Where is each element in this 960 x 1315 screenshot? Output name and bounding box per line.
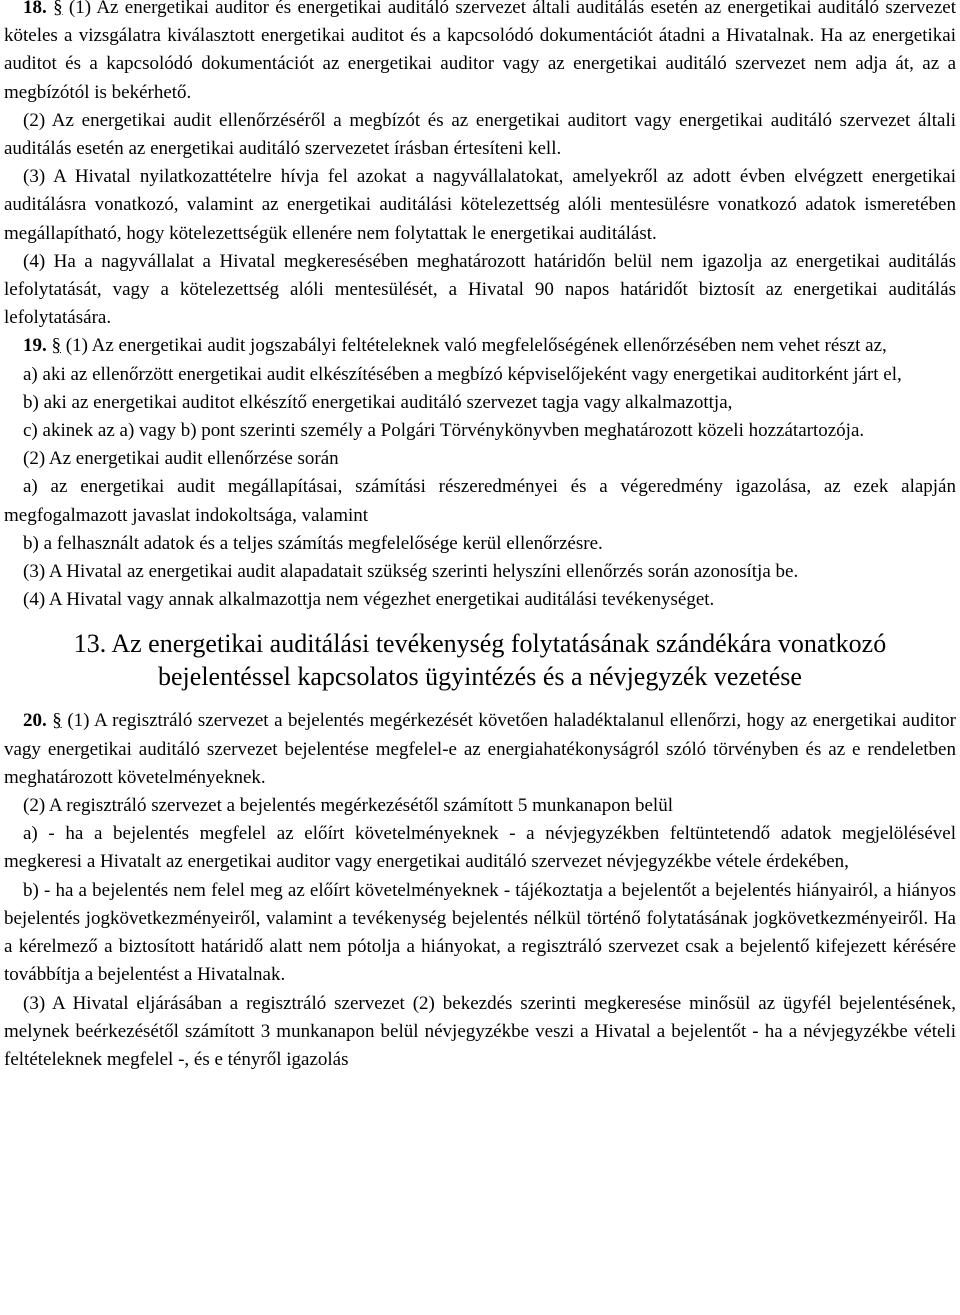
paragraph-text: (1) A regisztráló szervezet a bejelentés megérkezését követően haladéktalanul ellenőrzi, hogy az energetikai auditor vagy energetikai auditáló szervezet bejelentése megfelel-e az energiahatékonyságról szóló törvényben és az e rendeletben meghatározott követelményeknek. xyxy=(4,710,956,788)
paragraph-text: (1) Az energetikai audit jogszabályi feltételeknek való megfelelőségének ellenőrzésében nem vehet részt az, xyxy=(65,335,887,357)
paragraph-19-1-c: c) akinek az a) vagy b) pont szerinti személy a Polgári Törvénykönyvben meghatározott közeli hozzátartozója. xyxy=(23,420,865,442)
paragraph-18-3: (3) A Hivatal nyilatkozattételre hívja fel azokat a nagyvállalatokat, amelyekről az adott évben elvégzett energetikai auditálásra vonatkozó, valamint az energetikai auditálási kötelezettség alóli mentesülésre vonatkozó adatok ismeretében megállapítható, hogy kötelezettségük ellenére nem folytattak le energetikai auditálást. xyxy=(4,166,956,244)
paragraph-20-1 xyxy=(4,707,956,792)
paragraph-19-2: (2) Az energetikai audit ellenőrzése során xyxy=(23,448,339,470)
paragraph-20-2: (2) A regisztráló szervezet a bejelentés megérkezésétől számított 5 munkanapon belül xyxy=(23,795,673,817)
section-symbol: § xyxy=(51,335,61,357)
paragraph-18-1 xyxy=(4,0,956,107)
section-number: 19. xyxy=(23,335,47,357)
paragraph-18-4: (4) Ha a nagyvállalat a Hivatal megkeresésében meghatározott határidőn belül nem igazolja az energetikai auditálás lefolytatását, vagy a kötelezettség alóli mentesülését, a Hivatal 90 napos határidőt biztosít az energetikai auditálás lefolytatására. xyxy=(4,250,956,329)
paragraph-19-1-a: a) aki az ellenőrzött energetikai audit elkészítésében a megbízó képviselőjeként vagy energetikai auditorként járt el, xyxy=(23,363,902,385)
paragraph-19-3: (3) A Hivatal az energetikai audit alapadatait szükség szerinti helyszíni ellenőrzés során azonosítja be. xyxy=(23,561,799,583)
paragraph-19-1-b: b) aki az energetikai auditot elkészítő energetikai auditáló szervezet tagja vagy alkalmazottja, xyxy=(23,391,733,413)
paragraph-20-2-b: b) - ha a bejelentés nem felel meg az előírt követelményeknek - tájékoztatja a bejelentőt a bejelentés hiányairól, a hiányos bejelentés jogkövetkezményeiről, valamint a tevékenység bejelentés nélkül történő folytatásának jogkövetkezményeiről. Ha a kérelmező a biztosított határidő alatt nem pótolja a hiányokat, a regisztráló szervezet csak a bejelentő kifejezett kérésére továbbítja a bejelentést a Hivatalnak. xyxy=(4,879,956,986)
paragraph-text: (1) Az energetikai auditor és energetikai auditáló szervezet általi auditálás esetén az energetikai auditáló szervezet köteles a vizsgálatra kiválasztott energetikai auditot és a kapcsolódó dokumentációt átadni a Hivatalnak. Ha az energetikai auditot és a kapcsolódó dokumentációt az energetikai auditor vagy az energetikai auditáló szervezet nem adja át, az a megbízótól is bekérhető. xyxy=(4,0,957,103)
paragraph-19-2-a: a) az energetikai audit megállapításai, számítási részeredményei és a végeredmény igazolása, az ezek alapján megfogalmazott javaslat indokoltsága, valamint xyxy=(4,476,956,526)
section-number: 18. xyxy=(23,0,47,18)
section-number: 20. xyxy=(23,710,47,732)
chapter-heading: 13. Az energetikai auditálási tevékenység folytatásának szándékára vonatkozó bejelentéssel kapcsolatos ügyintézés és a névjegyzék vezetése xyxy=(73,629,887,692)
paragraph-20-2-a: a) - ha a bejelentés megfelel az előírt követelményeknek - a névjegyzékben feltüntetendő adatok megjelölésével megkeresi a Hivatalt az energetikai auditor vagy energetikai auditáló szervezet névjegyzékbe vétele érdekében, xyxy=(4,823,956,873)
paragraph-19-2-b: b) a felhasznált adatok és a teljes számítás megfelelősége kerül ellenőrzésre. xyxy=(23,532,603,554)
paragraph-19-1 xyxy=(4,332,956,360)
paragraph-19-4: (4) A Hivatal vagy annak alkalmazottja nem végezhet energetikai auditálási tevékenységet. xyxy=(23,589,715,611)
paragraph-18-2: (2) Az energetikai audit ellenőrzéséről a megbízót és az energetikai auditort vagy energetikai auditáló szervezet általi auditálás esetén az energetikai auditáló szervezetet írásban értesíteni kell. xyxy=(4,109,956,160)
paragraph-20-3: (3) A Hivatal eljárásában a regisztráló szervezet (2) bekezdés szerinti megkeresése minősül az ügyfél bejelentésének, melynek beérkezésétől számított 3 munkanapon belül névjegyzékbe veszi a Hivatal a bejelentőt - ha a névjegyzékbe vételi feltételeknek megfelel -, és e tényről igazolás xyxy=(4,992,956,1070)
section-symbol: § xyxy=(53,0,63,18)
section-symbol: § xyxy=(52,710,62,732)
